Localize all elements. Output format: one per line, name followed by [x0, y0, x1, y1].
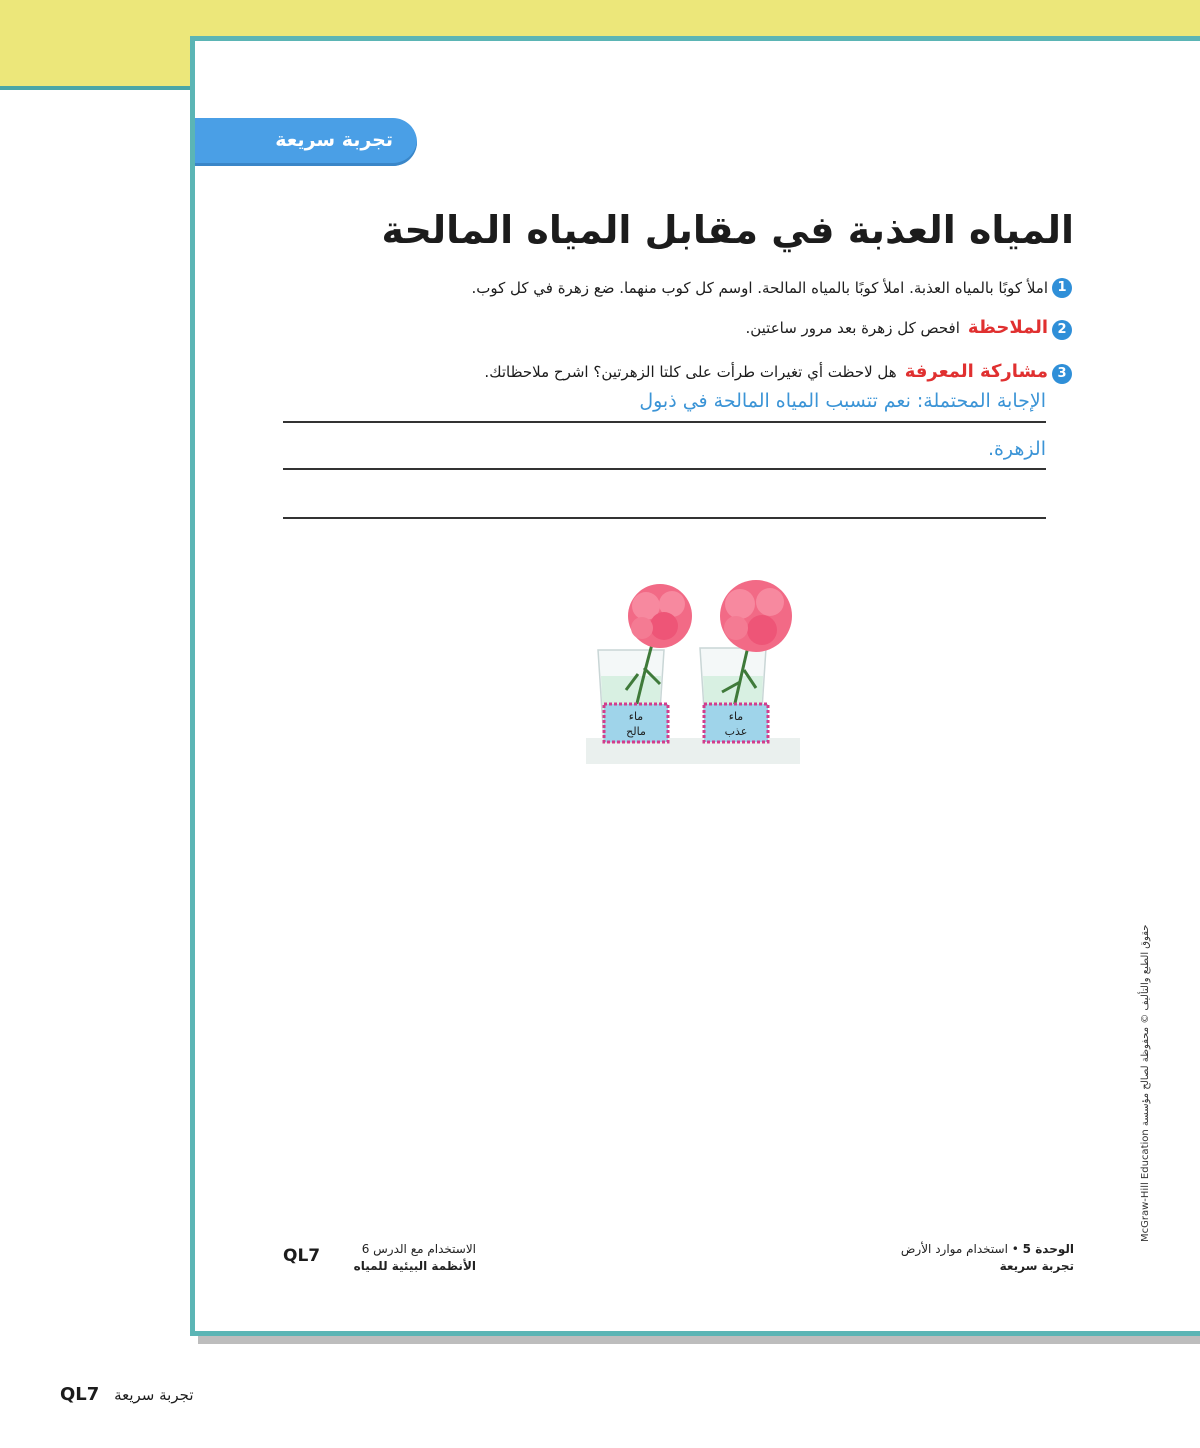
- page-number: QL7: [283, 1246, 321, 1266]
- step-2-number: 2: [1052, 320, 1072, 340]
- page-title: المياه العذبة في مقابل المياه المالحة: [381, 208, 1074, 252]
- answer-line-1: الإجابة المحتملة: نعم تتسبب المياه المالحة في ذبول: [639, 390, 1046, 412]
- section-tab-label: تجربة سريعة: [275, 129, 393, 151]
- answer-rule-3: [283, 517, 1046, 519]
- footer-unit-label: الوحدة 5: [1022, 1242, 1074, 1256]
- answer-line-2: الزهرة.: [987, 438, 1046, 460]
- outer-footer-label: تجربة سريعة: [114, 1386, 194, 1404]
- section-tab: [195, 118, 417, 166]
- footer-subtitle: تجربة سريعة: [999, 1259, 1074, 1273]
- right-label-line-2: عذب: [724, 725, 748, 738]
- outer-page-number: QL7: [60, 1384, 100, 1405]
- step-3-keyword: مشاركة المعرفة: [904, 361, 1048, 382]
- step-2: [745, 317, 1048, 338]
- right-flower: [720, 580, 792, 652]
- footer-unit: [901, 1242, 1074, 1256]
- answer-rule-1: [283, 421, 1046, 423]
- left-strip: [0, 86, 192, 90]
- answer-rule-2: [283, 468, 1046, 470]
- left-label-line-2: مالح: [626, 725, 646, 738]
- footer-unit-text: • استخدام موارد الأرض: [900, 1242, 1019, 1256]
- flowers-photo: [586, 578, 800, 764]
- footer-lesson-title: الأنظمة البيئية للمياه: [353, 1259, 476, 1273]
- step-3-number: 3: [1052, 364, 1072, 384]
- left-flower: [628, 584, 692, 648]
- step-1-text: املأ كوبًا بالمياه العذبة. املأ كوبًا بالمياه المالحة. اوسم كل كوب منهما. ضع زهرة في كل كوب.: [471, 279, 1048, 297]
- step-3-text: هل لاحظت أي تغيرات طرأت على كلتا الزهرتين؟ اشرح ملاحظاتك.: [484, 363, 897, 381]
- step-2-keyword: الملاحظة: [967, 317, 1048, 338]
- right-label-line-1: ماء: [728, 710, 744, 723]
- footer-use-with: الاستخدام مع الدرس 6: [361, 1242, 476, 1256]
- step-1: [471, 279, 1048, 297]
- left-label-line-1: ماء: [628, 710, 644, 723]
- step-2-text: افحص كل زهرة بعد مرور ساعتين.: [745, 319, 960, 337]
- step-1-number: 1: [1052, 278, 1072, 298]
- outer-footer: [60, 1384, 194, 1405]
- copyright-notice: حقوق الطبع والتأليف © محفوظة لصالح مؤسسة McGraw-Hill Education: [1140, 924, 1151, 1242]
- step-3: [484, 361, 1048, 382]
